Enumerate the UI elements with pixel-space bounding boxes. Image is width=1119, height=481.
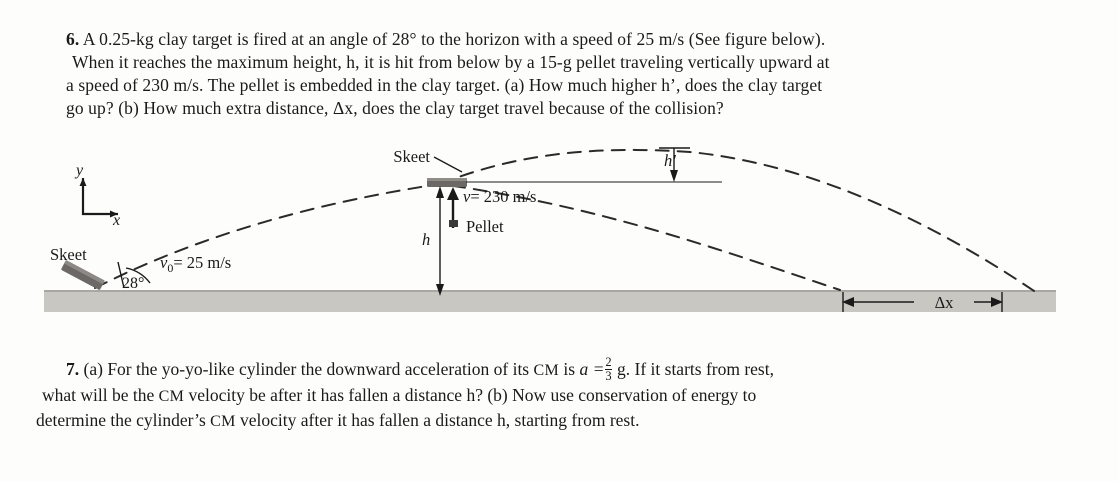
problem-7-line-2-after: velocity be after it has fallen a distance h? (b) Now use conservation of energy to	[188, 385, 757, 405]
pellet-speed-symbol: v	[463, 187, 471, 206]
fraction-numerator: 2	[605, 355, 612, 369]
projectile-figure	[0, 140, 1119, 340]
problem-6-line-2: When it reaches the maximum height, h, it is hit from below by a 15-g pellet traveling vertically upward at	[72, 52, 830, 73]
skeet-label-apex: Skeet	[393, 147, 430, 166]
axis-label-x: x	[113, 212, 121, 229]
pellet-velocity-arrowhead	[447, 187, 459, 200]
pellet-label: Pellet	[466, 217, 504, 236]
problem-6-line-4: go up? (b) How much extra distance, Δx, does the clay target travel because of the collision?	[66, 98, 724, 119]
delta-x-label: Δx	[934, 293, 954, 312]
problem-7-cm-2: CM	[158, 388, 185, 405]
fraction-denominator: 3	[605, 369, 612, 383]
problem-6-line-1-text: A 0.25-kg clay target is fired at an angle of 28° to the horizon with a speed of 25 m/s (See figure below).	[82, 29, 826, 49]
problem-7-part-a: (a)	[83, 358, 103, 379]
initial-speed-label	[160, 253, 231, 275]
axes-corner	[83, 178, 118, 214]
pellet-speed-label	[463, 187, 536, 206]
problem-6-number: 6.	[66, 29, 80, 49]
problem-7-text	[36, 356, 1076, 434]
skeet-label-left: Skeet	[50, 245, 87, 264]
pellet-marker	[449, 220, 458, 227]
skeet-label-leader	[434, 157, 462, 172]
problem-7-line-3-after: velocity after it has fallen a distance h, starting from rest.	[240, 410, 640, 431]
fraction-two-thirds	[605, 356, 611, 383]
y-axis-arrowhead	[80, 178, 87, 186]
h-prime-arrowhead	[670, 170, 678, 182]
ground-band	[44, 290, 1056, 312]
problem-7-acceleration-expr: a =	[579, 358, 605, 379]
skeet-launch-marker	[61, 260, 105, 290]
pellet-speed-value: = 230 m/s	[470, 187, 537, 206]
h-prime-label: h'	[664, 151, 676, 170]
problem-7-line-1	[66, 356, 1076, 383]
problem-7-line-1-before: For the yo-yo-like cylinder the downward acceleration of its	[107, 358, 530, 379]
skeet-apex-marker	[427, 178, 467, 187]
problem-6-line-3: a speed of 230 m/s. The pellet is embedded in the clay target. (a) How much higher h’, does the clay target	[66, 75, 823, 96]
ground-top-edge	[44, 290, 1056, 292]
problem-7-number: 7.	[66, 358, 80, 379]
problem-6-text	[66, 28, 1066, 120]
angle-label: 28°	[122, 275, 145, 292]
problem-7-cm-1: CM	[533, 361, 559, 379]
problem-7-cm-3: CM	[210, 413, 236, 431]
axis-label-y: y	[76, 162, 84, 179]
initial-speed-value: = 25 m/s	[173, 253, 232, 272]
problem-7-line-2-before: what will be the	[42, 385, 155, 405]
problem-7-line-2	[42, 383, 1076, 408]
problem-7-line-3	[36, 408, 1076, 433]
initial-speed-subscript: 0	[167, 261, 174, 275]
problem-7-line-3-before: determine the cylinder’s	[36, 410, 206, 431]
height-h-label: h	[422, 230, 431, 249]
problem-7-line-1-after: g. If it starts from rest,	[617, 358, 774, 379]
trajectory-with-collision	[440, 150, 1040, 295]
height-h-arrow-top	[436, 186, 444, 198]
initial-speed-symbol: v	[160, 253, 168, 272]
problem-7-line-1-mid: is	[563, 358, 576, 379]
problem-6-line-1	[66, 28, 1066, 51]
